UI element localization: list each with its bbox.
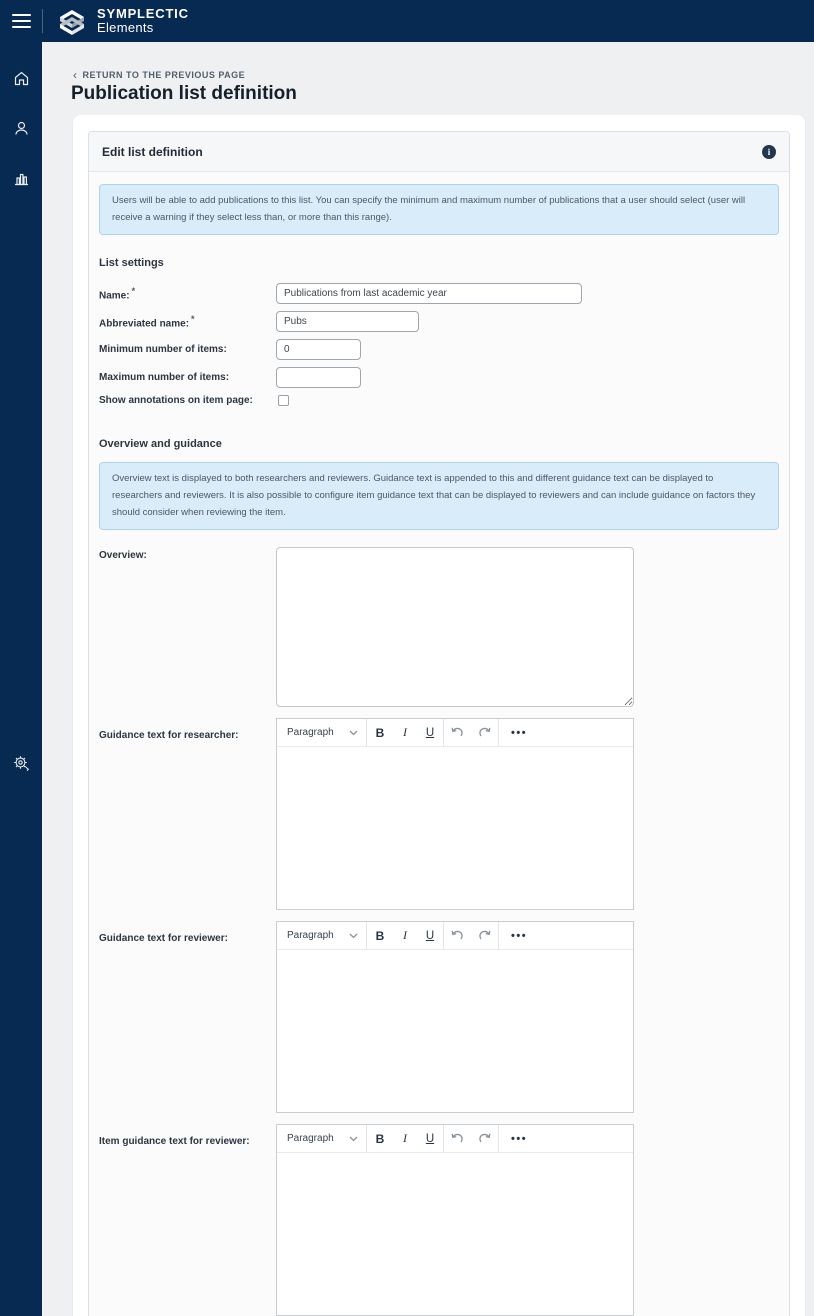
bold-button[interactable]: B: [375, 1131, 385, 1146]
bold-button[interactable]: B: [375, 928, 385, 943]
content-card: [73, 115, 805, 1316]
show-annotations-checkbox[interactable]: [278, 395, 289, 406]
brand-name-top: SYMPLECTIC: [97, 6, 189, 22]
form-row-overview: [99, 547, 779, 707]
form-row-item-guidance-reviewer: [99, 1124, 779, 1316]
italic-button[interactable]: I: [403, 1131, 407, 1146]
form-row-guidance-researcher: [99, 718, 779, 910]
chevron-down-icon: [349, 1136, 358, 1142]
app-header: [0, 0, 814, 42]
abbreviated-name-label: Abbreviated name: *: [99, 314, 195, 330]
panel-title: Edit list definition: [102, 144, 203, 159]
chevron-left-icon: ‹: [73, 67, 78, 82]
minimum-items-input[interactable]: [276, 339, 361, 360]
form-row-abbreviated-name: [99, 311, 779, 332]
redo-icon[interactable]: [471, 719, 498, 746]
guidance-reviewer-label: Guidance text for reviewer:: [99, 933, 228, 945]
italic-button[interactable]: I: [403, 725, 407, 740]
item-guidance-reviewer-editor: [276, 1124, 634, 1316]
guidance-researcher-label: Guidance text for researcher:: [99, 730, 239, 742]
show-annotations-label: Show annotations on item page:: [99, 395, 253, 407]
abbreviated-name-input[interactable]: [276, 311, 419, 332]
header-divider: [42, 9, 43, 33]
breadcrumb[interactable]: [73, 67, 246, 82]
name-input[interactable]: [276, 283, 582, 304]
hamburger-menu-icon[interactable]: [0, 0, 42, 42]
brand-logo[interactable]: [55, 4, 189, 38]
bar-chart-icon[interactable]: [0, 161, 42, 195]
item-guidance-reviewer-editor-body[interactable]: [277, 1153, 633, 1315]
required-marker: *: [131, 286, 136, 297]
overview-label: Overview:: [99, 550, 147, 562]
guidance-researcher-editor-body[interactable]: [277, 747, 633, 909]
brand-name-bottom: Elements: [97, 20, 154, 35]
paragraph-format-dropdown[interactable]: Paragraph: [277, 1133, 366, 1144]
required-marker: *: [191, 314, 195, 325]
page-title: Publication list definition: [71, 83, 297, 104]
form-row-show-annotations: [99, 395, 779, 406]
user-icon[interactable]: [0, 111, 42, 145]
form-row-maximum-items: [99, 367, 779, 388]
home-icon[interactable]: [0, 61, 42, 95]
brand-wordmark: [97, 7, 189, 34]
guidance-reviewer-editor-body[interactable]: [277, 950, 633, 1112]
guidance-reviewer-editor: [276, 921, 634, 1113]
paragraph-format-dropdown[interactable]: Paragraph: [277, 930, 366, 941]
paragraph-format-dropdown[interactable]: Paragraph: [277, 727, 366, 738]
undo-icon[interactable]: [444, 922, 471, 949]
panel-body: [89, 172, 789, 1316]
rte-toolbar: [277, 922, 633, 950]
more-options-button[interactable]: •••: [511, 929, 528, 942]
overview-textarea[interactable]: [276, 547, 634, 707]
form-row-guidance-reviewer: [99, 921, 779, 1113]
redo-icon[interactable]: [471, 1125, 498, 1152]
maximum-items-label: Maximum number of items:: [99, 372, 230, 384]
sidebar-nav: [0, 42, 42, 1316]
italic-button[interactable]: I: [403, 928, 407, 943]
maximum-items-input[interactable]: [276, 367, 361, 388]
info-icon[interactable]: i: [762, 145, 776, 159]
form-row-name: [99, 283, 779, 304]
info-banner-overview: Overview text is displayed to both researchers and reviewers. Guidance text is appended to this and different guidance text can be displayed to researchers and reviewers. It is also possible to configure item guidance text that can be displayed to reviewers and can include guidance on factors they should consider when reviewing the item.: [99, 462, 779, 530]
more-options-button[interactable]: •••: [511, 726, 528, 739]
symplectic-logo-icon: [55, 4, 89, 38]
breadcrumb-label: RETURN TO THE PREVIOUS PAGE: [82, 70, 246, 80]
section-list-settings: List settings: [99, 257, 164, 270]
main-content: [42, 42, 814, 1316]
edit-list-definition-panel: [88, 131, 790, 1316]
form-row-minimum-items: [99, 339, 779, 360]
redo-icon[interactable]: [471, 922, 498, 949]
section-overview-guidance: Overview and guidance: [99, 438, 222, 451]
bold-button[interactable]: B: [375, 725, 385, 740]
more-options-button[interactable]: •••: [511, 1132, 528, 1145]
name-label: Name: *: [99, 286, 136, 302]
rte-toolbar: [277, 719, 633, 747]
underline-button[interactable]: U: [425, 726, 435, 739]
underline-button[interactable]: U: [425, 1132, 435, 1145]
minimum-items-label: Minimum number of items:: [99, 344, 227, 356]
item-guidance-reviewer-label: Item guidance text for reviewer:: [99, 1136, 250, 1148]
undo-icon[interactable]: [444, 1125, 471, 1152]
settings-gear-icon[interactable]: [0, 746, 42, 780]
guidance-researcher-editor: [276, 718, 634, 910]
chevron-down-icon: [349, 933, 358, 939]
undo-icon[interactable]: [444, 719, 471, 746]
rte-toolbar: [277, 1125, 633, 1153]
panel-header: [89, 132, 789, 172]
underline-button[interactable]: U: [425, 929, 435, 942]
info-banner-list: Users will be able to add publications to this list. You can specify the minimum and maximum number of publications that a user should select (user will receive a warning if they select less than, or more than this range).: [99, 184, 779, 235]
chevron-down-icon: [349, 730, 358, 736]
